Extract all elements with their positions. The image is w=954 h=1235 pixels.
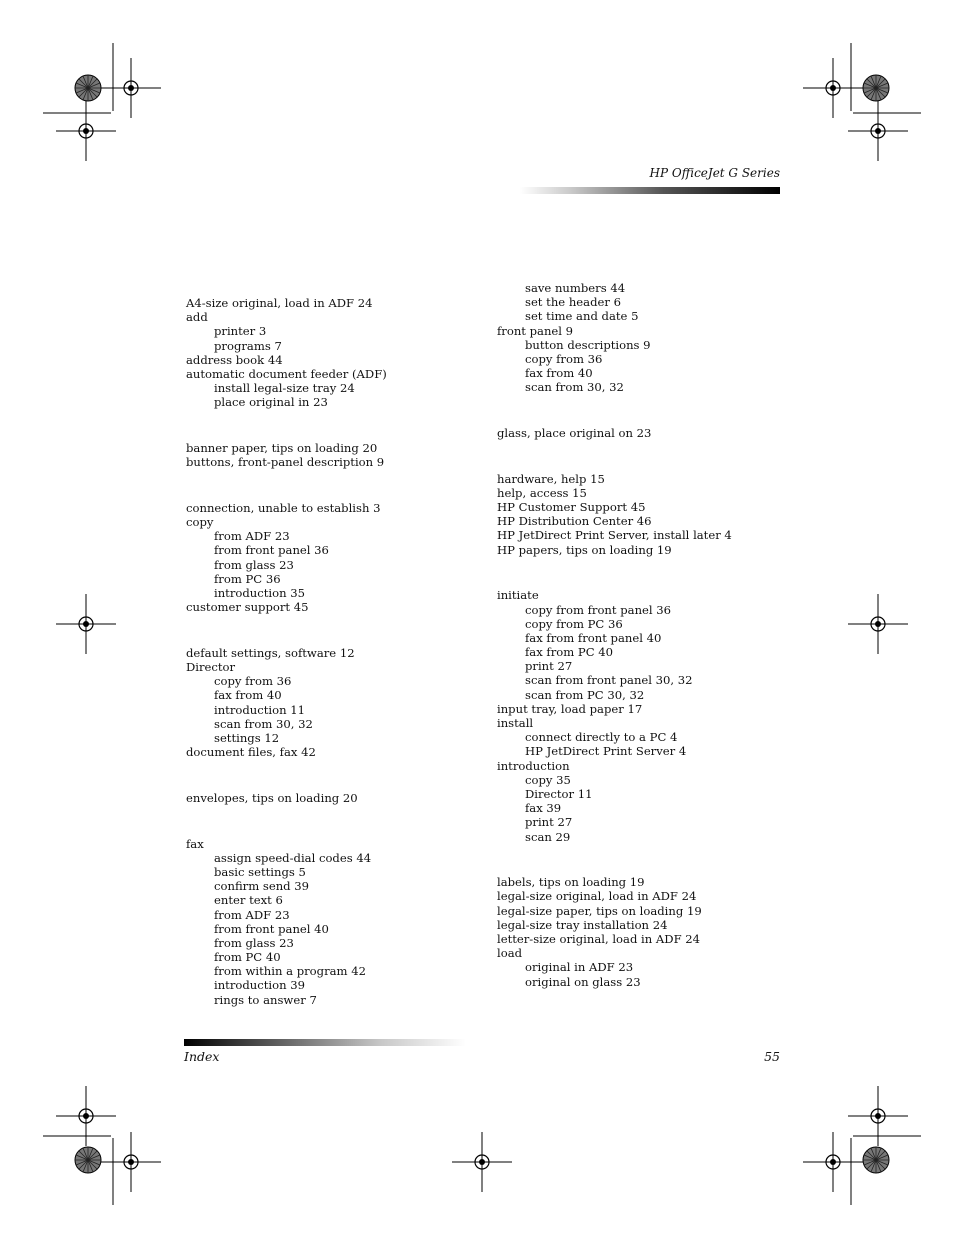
index-subentry: from front panel 36 — [214, 543, 329, 558]
index-subentry: scan 29 — [525, 829, 571, 844]
index-subentry: confirm send 39 — [214, 879, 310, 894]
index-entry: A4-size original, load in ADF 24 — [186, 296, 373, 310]
index-subentry: connect directly to a PC 4 — [525, 730, 678, 745]
index-subentry: from ADF 23 — [214, 529, 290, 544]
registration-star-icon — [863, 75, 889, 101]
index-entry: help, access 15 — [497, 485, 587, 500]
registration-cross-icon — [56, 594, 116, 654]
index-group — [497, 426, 732, 440]
index-entry: load — [497, 946, 523, 961]
index-group — [186, 791, 387, 805]
index-entry: Director — [186, 660, 236, 675]
index-subentry: printer 3 — [214, 324, 267, 339]
index-subentry: set the header 6 — [525, 295, 621, 310]
page-number: 55 — [764, 1049, 780, 1064]
running-header: HP OfficeJet G Series — [649, 166, 780, 180]
index-group — [186, 501, 387, 615]
registration-cross-icon — [848, 1086, 908, 1146]
footer-gradient-rule — [184, 1039, 466, 1046]
index-subentry: place original in 23 — [214, 395, 328, 410]
index-group — [186, 837, 387, 1007]
index-entry: copy — [186, 515, 214, 530]
header-gradient-rule — [520, 187, 780, 194]
index-subentry: from front panel 40 — [214, 921, 329, 936]
index-entry: envelopes, tips on loading 20 — [186, 790, 358, 805]
index-subentry: from PC 36 — [214, 571, 281, 586]
index-subentry: set time and date 5 — [525, 309, 639, 324]
registration-cross-icon — [452, 1132, 512, 1192]
index-subentry: from within a program 42 — [214, 964, 366, 979]
index-subentry: copy from 36 — [214, 674, 292, 689]
index-group — [186, 441, 387, 469]
index-subentry: assign speed-dial codes 44 — [214, 850, 372, 865]
index-entry: fax — [186, 836, 204, 851]
index-entry: buttons, front-panel description 9 — [186, 455, 385, 470]
registration-cross-icon — [101, 58, 161, 118]
index-entry: customer support 45 — [186, 600, 309, 615]
index-group — [186, 296, 387, 410]
registration-cross-icon — [101, 1132, 161, 1192]
index-entry: glass, place original on 23 — [497, 426, 652, 440]
index-subentry: copy from front panel 36 — [525, 602, 672, 617]
index-entry: document files, fax 42 — [186, 745, 316, 760]
index-group — [497, 588, 732, 843]
index-entry: install — [497, 716, 534, 730]
index-subentry: print 27 — [525, 815, 573, 830]
index-subentry: install legal-size tray 24 — [214, 381, 355, 396]
index-group — [497, 875, 732, 989]
index-entry: labels, tips on loading 19 — [497, 875, 645, 890]
index-entry: add — [186, 310, 208, 325]
index-subentry: fax from 40 — [214, 688, 282, 703]
index-subentry: from glass 23 — [214, 557, 294, 572]
registration-cross-icon — [803, 58, 863, 118]
index-subentry: from ADF 23 — [214, 907, 290, 922]
index-subentry: original in ADF 23 — [525, 960, 634, 975]
index-entry: legal-size original, load in ADF 24 — [497, 889, 697, 904]
index-subentry: print 27 — [525, 659, 573, 674]
index-subentry: Director 11 — [525, 786, 593, 801]
index-subentry: scan from front panel 30, 32 — [525, 673, 693, 688]
index-entry: legal-size paper, tips on loading 19 — [497, 903, 702, 918]
registration-cross-icon — [803, 1132, 863, 1192]
index-entry: HP JetDirect Print Server, install later 4 — [497, 528, 732, 543]
index-subentry: copy 35 — [525, 772, 571, 787]
index-entry: banner paper, tips on loading 20 — [186, 441, 378, 455]
registration-cross-icon — [56, 1086, 116, 1146]
index-entry: default settings, software 12 — [186, 645, 355, 660]
index-subentry: fax 39 — [525, 801, 562, 816]
index-subentry: fax from front panel 40 — [525, 630, 662, 645]
index-column-right — [497, 281, 732, 989]
index-subentry: fax from PC 40 — [525, 645, 614, 660]
index-subentry: original on glass 23 — [525, 974, 641, 989]
index-entry: address book 44 — [186, 352, 283, 367]
index-subentry: fax from 40 — [525, 366, 593, 381]
registration-cross-icon — [848, 101, 908, 161]
index-subentry: scan from PC 30, 32 — [525, 687, 645, 702]
index-entry: legal-size tray installation 24 — [497, 917, 668, 932]
index-subentry: button descriptions 9 — [525, 337, 651, 352]
registration-cross-icon — [848, 594, 908, 654]
index-entry: initiate — [497, 588, 539, 603]
index-subentry: scan from 30, 32 — [525, 380, 624, 395]
index-entry: front panel 9 — [497, 323, 574, 338]
index-entry: hardware, help 15 — [497, 471, 605, 486]
index-subentry: save numbers 44 — [525, 281, 626, 295]
index-column-left — [186, 296, 387, 1007]
index-entry: input tray, load paper 17 — [497, 701, 643, 716]
index-subentry: scan from 30, 32 — [214, 716, 313, 731]
footer-section-label: Index — [184, 1049, 220, 1064]
index-subentry: from PC 40 — [214, 950, 281, 965]
index-entry: HP Distribution Center 46 — [497, 514, 652, 529]
index-group — [497, 472, 732, 557]
index-entry: HP Customer Support 45 — [497, 500, 646, 515]
registration-cross-icon — [56, 101, 116, 161]
index-subentry: settings 12 — [214, 731, 280, 745]
registration-star-icon — [75, 75, 101, 101]
index-subentry: enter text 6 — [214, 893, 283, 908]
index-group — [186, 646, 387, 760]
index-entry: introduction — [497, 758, 570, 773]
index-subentry: copy from PC 36 — [525, 616, 623, 631]
registration-star-icon — [75, 1147, 101, 1173]
index-subentry: from glass 23 — [214, 935, 294, 950]
index-subentry: copy from 36 — [525, 351, 603, 366]
index-subentry: introduction 39 — [214, 978, 305, 993]
index-subentry: basic settings 5 — [214, 864, 306, 879]
index-subentry: introduction 11 — [214, 702, 305, 717]
index-entry: letter-size original, load in ADF 24 — [497, 931, 701, 946]
index-entry: connection, unable to establish 3 — [186, 500, 381, 515]
index-subentry: HP JetDirect Print Server 4 — [525, 744, 687, 759]
index-subentry: programs 7 — [214, 338, 282, 353]
index-subentry: introduction 35 — [214, 586, 305, 600]
index-entry: automatic document feeder (ADF) — [186, 366, 387, 381]
index-group — [497, 281, 732, 395]
index-subentry: rings to answer 7 — [214, 992, 317, 1007]
index-entry: HP papers, tips on loading 19 — [497, 542, 672, 557]
registration-star-icon — [863, 1147, 889, 1173]
